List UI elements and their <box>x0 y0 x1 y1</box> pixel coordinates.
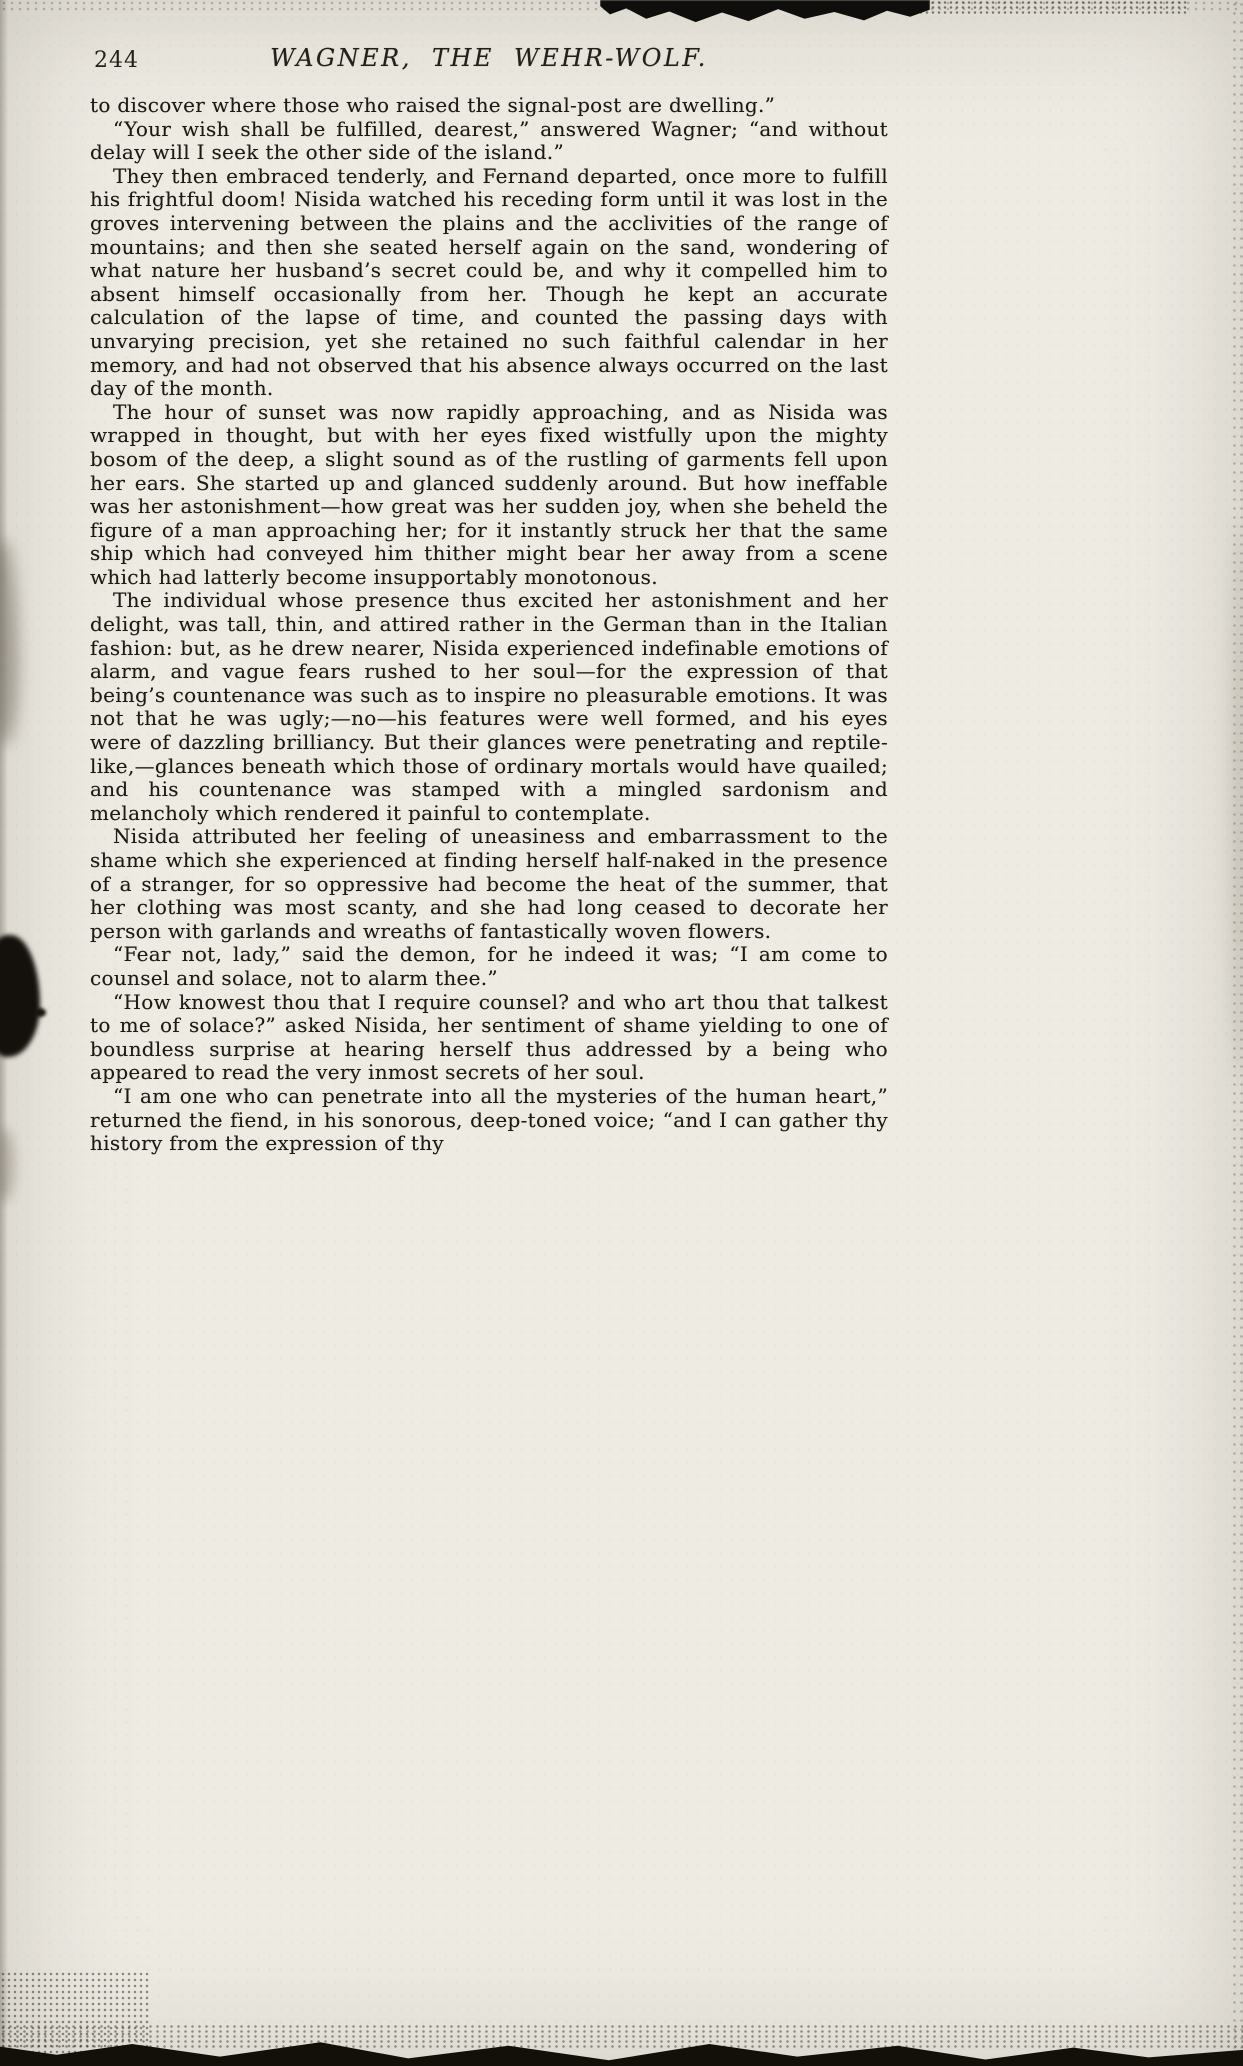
paragraph: to discover where those who raised the signal-post are dwelling.” <box>90 93 776 117</box>
running-title: WAGNER, THE WEHR-WOLF. <box>270 44 708 72</box>
page-number: 244 <box>94 48 139 73</box>
paragraph: “Your wish shall be fulfilled, dearest,” answered Wagner; “and without delay will I seek the other side of the island.” <box>90 116 888 165</box>
page-header <box>90 44 888 78</box>
page-text <box>90 94 888 1156</box>
ink-blot-left-margin <box>0 935 40 1057</box>
paragraph: The hour of sunset was now rapidly approaching, and as Nisida was wrapped in thought, but with her eyes fixed wistfully upon the mighty bosom of the deep, a slight sound as of the rustling of garments fell upon her ears. She started up and glanced suddenly around. But how ineffable was her astonishment—how great was her sudden joy, when she beheld the figure of a man approaching her; for it instantly struck her that the same ship which had conveyed him thither might bear her away from a scene which had latterly become insupportably monotonous. <box>90 399 888 589</box>
scan-smudge-left-lower <box>0 1128 14 1202</box>
scan-noise-bottom-edge <box>0 2024 1243 2050</box>
paragraph: The individual whose presence thus excited her astonishment and her delight, was tall, thin, and attired rather in the German than in the Italian fashion: but, as he drew nearer, Nisida experienced indefinable emotions of alarm, and vague fears rushed to her soul—for the expression of that being’s countenance was such as to inspire no pleasurable emotions. It was not that he was ugly;—no—his features were well formed, and his eyes were of dazzling brilliancy. But their glances were penetrating and reptile-like,—glances beneath which those of ordinary mortals would have quailed; and his countenance was stamped with a mingled sardonism and melancholy which rendered it painful to contemplate. <box>90 588 888 825</box>
paragraph: “How knowest thou that I require counsel? and who art thou that talkest to me of solace?” asked Nisida, her sentiment of shame yielding to one of boundless surprise at hearing herself thus addressed by a being who appeared to read the very inmost secrets of her soul. <box>90 989 888 1085</box>
paragraph: “Fear not, lady,” said the demon, for he indeed it was; “I am come to counsel and solace, not to alarm thee.” <box>90 942 888 990</box>
scan-noise-top-right <box>900 0 1190 16</box>
ink-dot-left-margin <box>34 1008 46 1017</box>
ink-blot-top-right <box>600 0 930 24</box>
scan-smudge-left-margin <box>0 540 18 745</box>
scan-band-bottom-edge <box>0 2035 1243 2066</box>
scan-smudge-right-edge <box>1233 520 1243 1080</box>
paragraph: “I am one who can penetrate into all the mysteries of the human heart,” returned the fiend, in his sonorous, deep-toned voice; “and I can gather thy history from the expression of thy <box>90 1083 888 1156</box>
paragraph: Nisida attributed her feeling of uneasiness and embarrassment to the shame which she experienced at finding herself half-naked in the presence of a stranger, for so oppressive had become the heat of the summer, that her clothing was most scanty, and she had long ceased to decorate her person with garlands and wreaths of fantastically woven flowers. <box>90 824 888 943</box>
paragraph: They then embraced tenderly, and Fernand departed, once more to fulfill his frightful doom! Nisida watched his receding form until it was lost in the groves intervening between the plains and the acclivities of the range of mountains; and then she seated herself again on the sand, wondering of what nature her husband’s secret could be, and why it compelled him to absent himself occasionally from her. Though he kept an accurate calculation of the lapse of time, and counted the passing days with unvarying precision, yet she retained no such faithful calendar in her memory, and had not observed that his absence always occurred on the last day of the month. <box>90 163 888 401</box>
